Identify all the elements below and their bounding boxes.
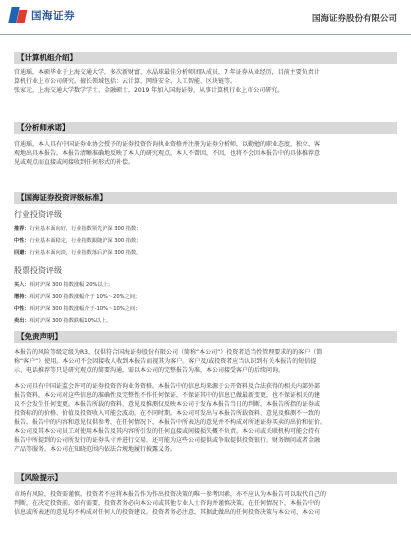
rating-text: 行业基本面向好，行业指数领先沪深 300 指数； bbox=[29, 226, 142, 232]
rating-label: 卖出： bbox=[14, 318, 30, 324]
rating-label: 中性： bbox=[14, 306, 30, 312]
disclaimer-paragraph-1 bbox=[14, 348, 397, 375]
risk-text bbox=[14, 490, 397, 517]
stock-rating-title: 股票投资评级 bbox=[14, 266, 62, 275]
industry-rating-row bbox=[14, 238, 141, 245]
text-line: 算机行业上市公司研究。擅长领域包括：云计算、网络安全、人工智能、区块链等。 bbox=[14, 78, 237, 85]
company-logo bbox=[10, 7, 75, 23]
disclaimer-paragraph-2 bbox=[14, 382, 397, 454]
text-line: 报告中所提到的公司所发行的证券头寸并进行交易，还可能为这些公司提供或争取提供投资银行、财务顾问或者金融 bbox=[14, 437, 321, 444]
rating-label: 中性： bbox=[14, 238, 30, 244]
industry-rating-row bbox=[14, 250, 141, 257]
text-line: 宫迪瑶，本硕毕业于上海交通大学，多次新财富、水晶球最佳分析师团队成员，7 年证券从业经历，目前主要负责计 bbox=[14, 69, 320, 76]
text-line: 产品等服务。本公司在知晓范围内依法合规地履行披露义务。 bbox=[14, 446, 177, 453]
rating-label: 买入： bbox=[14, 282, 30, 288]
text-line: 报告资料，本公司对这些信息的准确性及完整性不作任何保证，不保证其中的信息已做最新变更，也不保证相关的建 bbox=[14, 392, 321, 399]
stock-rating-row bbox=[14, 294, 140, 301]
text-line: 投资标的的价格、价值及投资收入可能会波动。在不同时期，本公司可发出与本报告所载资料、意见及推测不一致的 bbox=[14, 410, 321, 417]
section-title-rating: 【国海证券投资评级标准】 bbox=[14, 192, 397, 204]
rating-label: 回避： bbox=[14, 250, 30, 256]
stock-rating-row bbox=[14, 306, 140, 313]
rating-text: 行业基本面稳定，行业指数跟随沪深 300 指数； bbox=[29, 238, 142, 244]
stock-rating-row bbox=[14, 282, 113, 289]
text-line: 观地出具本报告。本报告清晰准确地反映了本人的研究观点。本人不曾因，不因，也将不会因本报告中的具体推荐意 bbox=[14, 150, 321, 157]
text-line: 宫迪瑶，本人具有中国证券业协会授予的证券投资咨询执业资格并注册为证券分析师，以勤勉的职业态度，独立、客 bbox=[14, 141, 321, 148]
text-line: 本公司具有中国证监会许可的证券投资咨询业务资格。本报告中的信息均来源于公开资料及合法获得的相关内部外部 bbox=[14, 383, 321, 390]
text-line: 市场有风险，投资需谨慎。投资者不应将本报告作为作出投资决策的唯一参考因素，亦不应认为本报告可以取代自己的 bbox=[14, 491, 327, 498]
text-line: 张家元，上海交通大学数学学士、金融硕士，2019 年加入国海证券，从事计算机行业上市公司研究。 bbox=[14, 87, 284, 94]
section-title-commitment: 【分析师承诺】 bbox=[14, 122, 397, 134]
text-line: 报告。报告中的内容和意见仅供参考，在任何情况下，本报告中所表达的意见并不构成对所述证券买卖的出价和征价。 bbox=[14, 419, 327, 426]
text-line: 判断。在决定投资前，如有需要，投资者务必向本公司或其他专业人士咨询并谨慎决策。在任何情况下，本报告中的 bbox=[14, 500, 321, 507]
text-line: 议不会发生任何变更。本报告所载的资料、意见及推测仅反映本公司于发布本报告当日的判断，本报告所指的证券或 bbox=[14, 401, 321, 408]
rating-text: 相对沪深 300 指数涨幅 20%以上； bbox=[29, 282, 114, 288]
rating-text: 相对沪深 300 指数涨幅介于-10%～10%之间； bbox=[29, 306, 141, 312]
text-line: 称“客户”）使用。本公司不会因接收人收到本报告而视其为客户。客户及/或投资者应当认识到有关本报告的短信提 bbox=[14, 358, 317, 365]
stock-rating-row bbox=[14, 318, 111, 325]
text-line: 见或观点而直接或间接收到任何形式的补偿。 bbox=[14, 159, 135, 166]
rating-text: 行业基本面向淡，行业指数落后沪深 300 指数。 bbox=[29, 250, 142, 256]
logo-text: 国海证券 bbox=[31, 9, 75, 22]
page-header bbox=[0, 0, 411, 35]
company-name: 国海证券股份有限公司 bbox=[311, 14, 397, 24]
section-title-analyst-intro: 【计算机组介绍】 bbox=[14, 52, 397, 64]
section-title-risk: 【风险提示】 bbox=[14, 472, 397, 484]
text-line: 本公司及其本公司员工对使用本报告及其内容所引发的任何直接或间接损失概不负责。本公司或关联机构可能会持有 bbox=[14, 428, 321, 435]
logo-mark-icon bbox=[10, 7, 28, 23]
rating-text: 相对沪深 300 指数涨幅介于 10%～20%之间； bbox=[29, 294, 141, 300]
text-line: 本报告的风险等级定级为R3，仅供符合国海证券股份有限公司（简称“本公司”）投资者适当性管理要求的的客户（简 bbox=[14, 349, 323, 356]
text-line: 信息或所表述的意见均不构成对任何人的投资建议。投资者务必注意，其据此做出的任何投资决策与本公司、本公司 bbox=[14, 509, 321, 516]
rating-label: 推荐： bbox=[14, 226, 30, 232]
industry-rating-row bbox=[14, 226, 141, 233]
rating-text: 相对沪深 300 指数跌幅10%以上。 bbox=[29, 318, 112, 324]
industry-rating-title: 行业投资评级 bbox=[14, 210, 62, 219]
text-line: 示、电话推荐等只是研究观点的简要沟通，需以本公司的完整报告为准，本公司接受客户的后续问询。 bbox=[14, 367, 285, 374]
section-title-disclaimer: 【免责声明】 bbox=[14, 331, 397, 343]
rating-label: 增持： bbox=[14, 294, 30, 300]
commitment-text bbox=[14, 140, 397, 167]
analyst-intro-text bbox=[14, 68, 397, 95]
